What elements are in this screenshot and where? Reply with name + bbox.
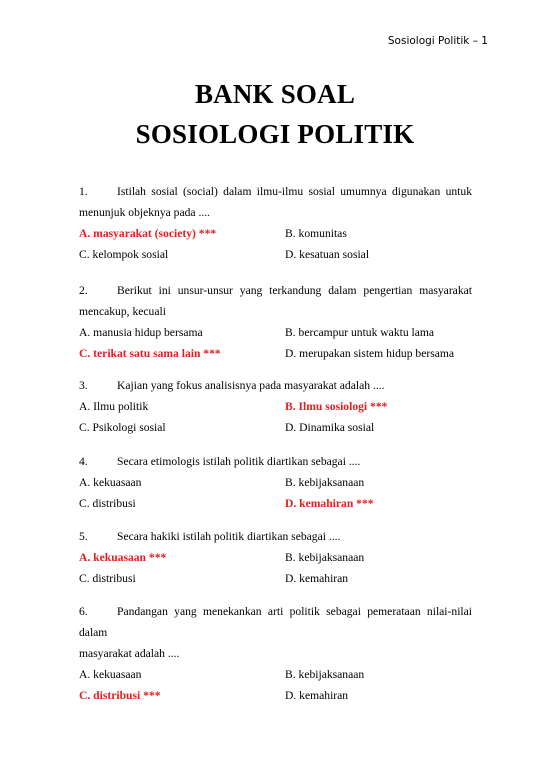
- option-d: D. kemahiran ***: [285, 497, 374, 510]
- option-b: B. komunitas: [285, 227, 347, 240]
- question-text-continued: masyarakat adalah ....: [79, 647, 180, 660]
- question-number: 2.: [79, 284, 88, 297]
- option-c: C. terikat satu sama lain ***: [79, 347, 221, 360]
- option-c: C. kelompok sosial: [79, 248, 169, 261]
- question-number: 4.: [79, 455, 88, 468]
- question-6: [79, 601, 472, 706]
- option-c: C. distribusi: [79, 497, 136, 510]
- option-d: D. kesatuan sosial: [285, 248, 370, 261]
- title-line-2: SOSIOLOGI POLITIK: [135, 119, 415, 149]
- question-2: [79, 280, 472, 364]
- option-a: A. Ilmu politik: [79, 400, 149, 413]
- option-a: A. manusia hidup bersama: [79, 326, 203, 339]
- question-number: 1.: [79, 185, 88, 198]
- option-c: C. distribusi ***: [79, 689, 161, 702]
- option-a: A. kekuasaan: [79, 476, 142, 489]
- page-header: Sosiologi Politik – 1: [387, 35, 488, 47]
- question-text: Pandangan yang menekankan arti politik sebagai pemerataan nilai-nilai dalam: [79, 605, 472, 639]
- question-4: [79, 451, 472, 514]
- option-b: B. Ilmu sosiologi ***: [285, 400, 388, 413]
- question-1: [79, 181, 472, 265]
- option-c: C. Psikologi sosial: [79, 421, 166, 434]
- option-d: D. Dinamika sosial: [285, 421, 375, 434]
- question-text: Istilah sosial (social) dalam ilmu-ilmu sosial umumnya digunakan untuk: [117, 185, 472, 198]
- option-a: A. masyarakat (society) ***: [79, 227, 217, 240]
- option-d: D. kemahiran: [285, 572, 349, 585]
- title-line-1: BANK SOAL: [194, 79, 356, 109]
- question-text: Secara etimologis istilah politik diartikan sebagai ....: [117, 455, 361, 468]
- question-5: [79, 526, 472, 589]
- question-text-continued: menunjuk objeknya pada ....: [79, 206, 211, 219]
- option-b: B. kebijaksanaan: [285, 668, 365, 681]
- option-c: C. distribusi: [79, 572, 136, 585]
- question-number: 5.: [79, 530, 88, 543]
- question-text: Kajian yang fokus analisisnya pada masyarakat adalah ....: [117, 379, 385, 392]
- question-number: 3.: [79, 379, 88, 392]
- option-a: A. kekuasaan ***: [79, 551, 167, 564]
- option-b: B. kebijaksanaan: [285, 476, 365, 489]
- option-d: D. merupakan sistem hidup bersama: [285, 347, 455, 360]
- option-a: A. kekuasaan: [79, 668, 142, 681]
- option-b: B. kebijaksanaan: [285, 551, 365, 564]
- question-text: Secara hakiki istilah politik diartikan sebagai ....: [117, 530, 341, 543]
- question-3: [79, 375, 472, 438]
- question-text: Berikut ini unsur-unsur yang terkandung dalam pengertian masyarakat: [117, 284, 472, 297]
- question-number: 6.: [79, 605, 88, 618]
- option-b: B. bercampur untuk waktu lama: [285, 326, 435, 339]
- question-text-continued: mencakup, kecuali: [79, 305, 166, 318]
- option-d: D. kemahiran: [285, 689, 349, 702]
